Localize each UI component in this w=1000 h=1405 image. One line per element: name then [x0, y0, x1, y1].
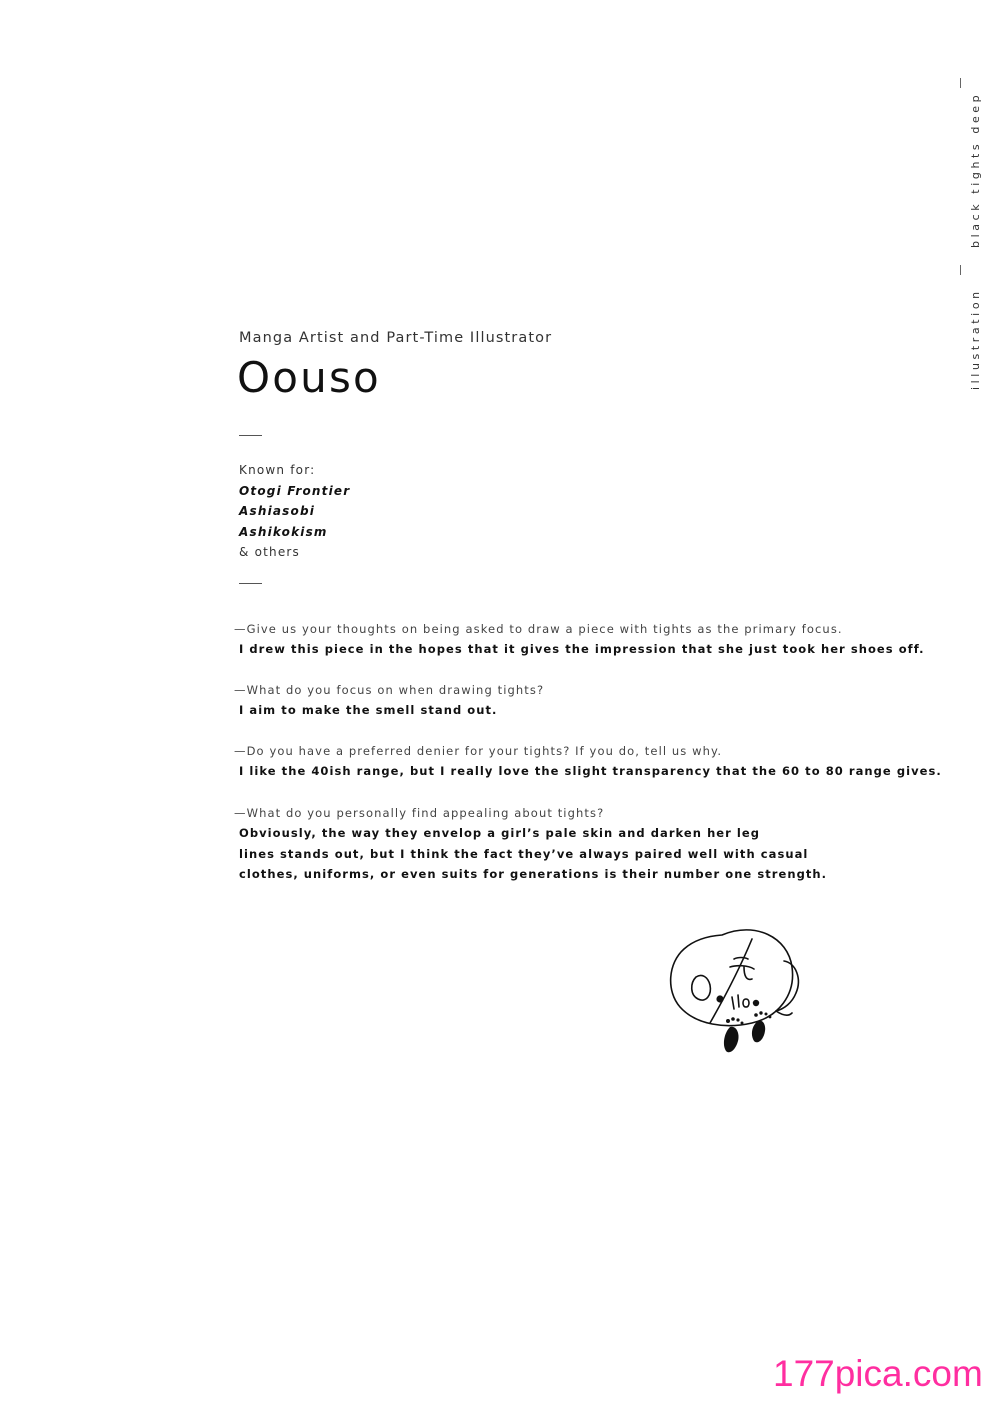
interview-answer-line: clothes, uniforms, or even suits for generations is their number one strength. [239, 867, 828, 881]
interview-answer-line: lines stands out, but I think the fact they’ve always paired well with casual [239, 846, 809, 861]
known-work-item: Ashiasobi [239, 504, 316, 518]
known-for-more: & others [239, 545, 300, 559]
divider-dash [239, 435, 262, 436]
interview-answer-line: Obviously, the way they envelop a girl’s pale skin and darken her leg [239, 826, 761, 840]
divider-dash [239, 583, 262, 584]
interview-question: —Give us your thoughts on being asked to draw a piece with tights as the primary focus. [234, 622, 843, 636]
artist-name: Oouso [237, 353, 381, 402]
interview-question: —Do you have a preferred denier for your tights? If you do, tell us why. [234, 744, 723, 758]
side-section-name: illustration [969, 288, 982, 390]
side-divider-middle [960, 265, 961, 275]
side-series-title: black tights deep [969, 91, 982, 248]
known-work-item: Otogi Frontier [239, 483, 351, 498]
interview-item [234, 680, 544, 721]
interview-answer: I aim to make the smell stand out. [239, 703, 498, 717]
known-for-label: Known for: [239, 463, 316, 477]
interview-item [234, 741, 942, 782]
artist-signature-drawing [660, 915, 810, 1060]
known-for-section [239, 460, 350, 563]
site-watermark: 177pica.com [773, 1353, 983, 1394]
side-section-label [917, 72, 1000, 402]
interview-item [234, 803, 827, 885]
artist-role: Manga Artist and Part-Time Illustrator [239, 330, 553, 346]
interview-answer: I like the 40ish range, but I really love the slight transparency that the 60 to 80 range gives. [239, 764, 942, 778]
interview-question: —What do you personally find appealing about tights? [234, 806, 605, 820]
interview-answer: I drew this piece in the hopes that it gives the impression that she just took her shoes off. [239, 642, 925, 656]
side-divider-top [960, 78, 961, 88]
known-work-item: Ashikokism [239, 524, 328, 539]
interview-item [234, 619, 925, 660]
interview-question: —What do you focus on when drawing tights? [234, 683, 545, 697]
